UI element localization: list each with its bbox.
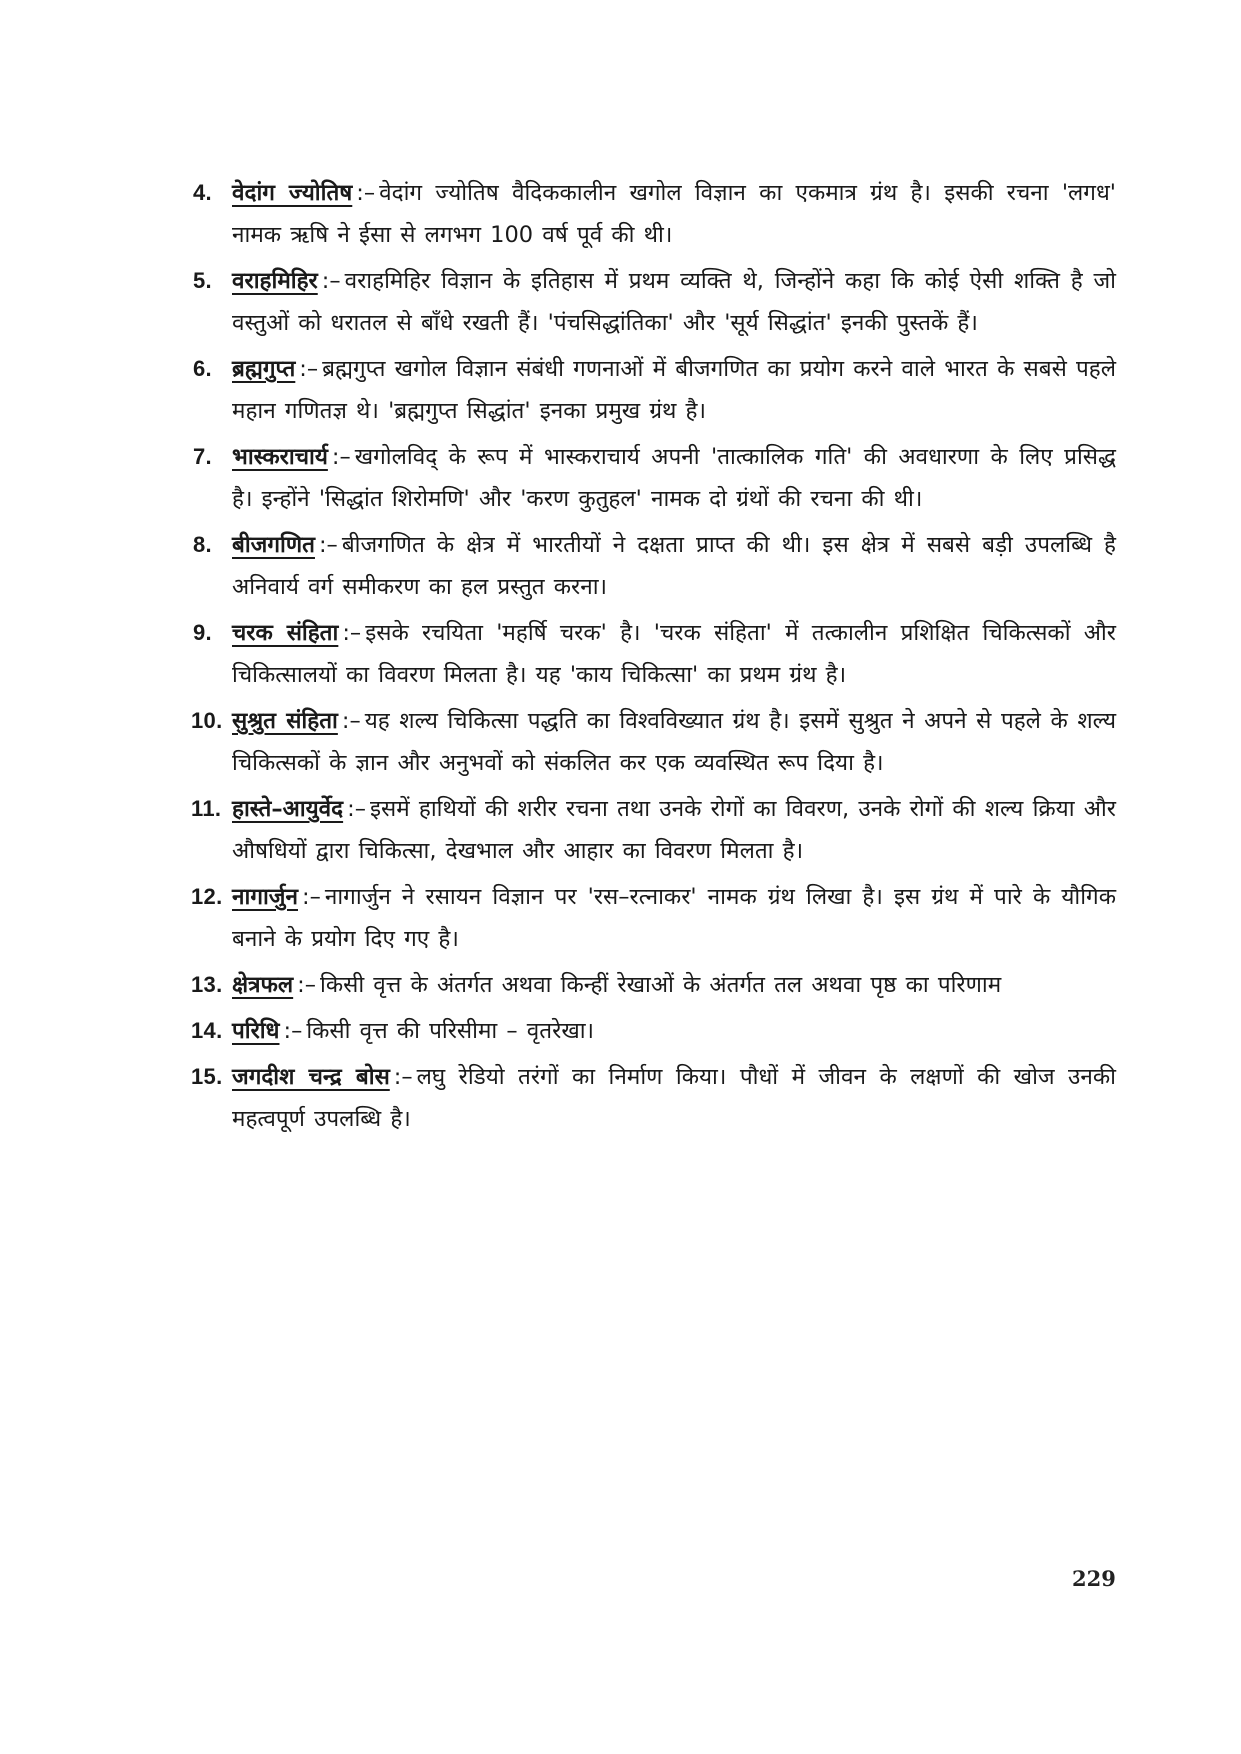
entry-description: किसी वृत्त के अंतर्गत अथवा किन्हीं रेखाओं के अंतर्गत तल अथवा पृष्ठ का परिणाम [320, 972, 1002, 998]
entry-term: वराहमिहिर [232, 268, 318, 294]
entry-term: जगदीश चन्द्र बोस [232, 1064, 390, 1090]
entry-text-block [232, 876, 1116, 960]
entry-description: नागार्जुन ने रसायन विज्ञान पर 'रस–रत्नाकर' नामक ग्रंथ लिखा है। इस ग्रंथ में पारे के यौगिक बनाने के प्रयोग दिए गए है। [232, 884, 1116, 952]
entry-separator: :– [321, 268, 341, 294]
entry-text-block [232, 612, 1116, 696]
glossary-entry-5 [193, 260, 1116, 344]
entry-number: 12. [191, 884, 223, 909]
entry-text-block [232, 700, 1116, 784]
entry-separator: :– [393, 1064, 413, 1090]
entry-term: सुश्रुत संहिता [232, 708, 338, 734]
glossary-entry-6 [193, 348, 1116, 432]
entry-description: यह शल्य चिकित्सा पद्धति का विश्वविख्यात ग्रंथ है। इसमें सुश्रुत ने अपने से पहले के शल्य चिकित्सकों के ज्ञान और अनुभवों को संकलित कर एक व्यवस्थित रूप दिया है। [232, 708, 1116, 776]
entry-number: 9. [193, 620, 212, 645]
glossary-entry-8 [193, 524, 1116, 608]
entry-text-block [232, 172, 1116, 256]
entry-description: लघु रेडियो तरंगों का निर्माण किया। पौधों में जीवन के लक्षणों की खोज उनकी महत्वपूर्ण उपलब्धि है। [232, 1064, 1116, 1132]
entry-number: 4. [193, 180, 212, 205]
entry-term: भास्कराचार्य [232, 444, 328, 470]
entry-description: वेदांग ज्योतिष वैदिककालीन खगोल विज्ञान का एकमात्र ग्रंथ है। इसकी रचना 'लगध' नामक ऋषि ने ईसा से लगभग 100 वर्ष पूर्व की थी। [232, 180, 1116, 248]
entry-text-block [232, 436, 1116, 520]
entry-description: बीजगणित के क्षेत्र में भारतीयों ने दक्षता प्राप्त की थी। इस क्षेत्र में सबसे बड़ी उपलब्धि है अनिवार्य वर्ग समीकरण का हल प्रस्तुत करना। [232, 532, 1116, 600]
entry-description: वराहमिहिर विज्ञान के इतिहास में प्रथम व्यक्ति थे, जिन्होंने कहा कि कोई ऐसी शक्ति है जो वस्तुओं को धरातल से बाँधे रखती हैं। 'पंचसिद्धांतिका' और 'सूर्य सिद्धांत' इनकी पुस्तकें हैं। [232, 268, 1116, 336]
entry-separator: :– [331, 444, 351, 470]
entry-description: किसी वृत्त की परिसीमा – वृतरेखा। [306, 1018, 595, 1044]
entry-separator: :– [347, 796, 366, 822]
entry-text-block [232, 260, 1116, 344]
entry-text-block [232, 1056, 1116, 1140]
entry-description: इसके रचयिता 'महर्षि चरक' है। 'चरक संहिता' में तत्कालीन प्रशिक्षित चिकित्सकों और चिकित्सालयों का विवरण मिलता है। यह 'काय चिकित्सा' का प्रथम ग्रंथ है। [232, 620, 1116, 688]
entry-description: खगोलविद् के रूप में भास्कराचार्य अपनी 'तात्कालिक गति' की अवधारणा के लिए प्रसिद्ध है। इन्होंने 'सिद्धांत शिरोमणि' और 'करण कुतुहल' नामक दो ग्रंथों की रचना की थी। [232, 444, 1116, 512]
glossary-entry-15 [193, 1056, 1116, 1140]
glossary-entry-12 [193, 876, 1116, 960]
entry-text-block [232, 964, 1116, 1006]
entry-separator: :– [356, 180, 376, 206]
entry-description: ब्रह्मगुप्त खगोल विज्ञान संबंधी गणनाओं में बीजगणित का प्रयोग करने वाले भारत के सबसे पहले महान गणितज्ञ थे। 'ब्रह्मगुप्त सिद्धांत' इनका प्रमुख ग्रंथ है। [232, 356, 1116, 424]
entry-text-block [232, 788, 1116, 872]
entry-separator: :– [283, 1018, 303, 1044]
entry-number: 14. [191, 1018, 223, 1043]
entry-term: बीजगणित [232, 532, 315, 558]
glossary-entry-10 [193, 700, 1116, 784]
entry-term: परिधि [232, 1018, 280, 1044]
entry-number: 5. [193, 268, 212, 293]
entry-term: क्षेत्रफल [232, 972, 294, 998]
glossary-entry-4 [193, 172, 1116, 256]
glossary-entry-14 [193, 1010, 1116, 1052]
entry-number: 11. [191, 796, 222, 821]
entry-number: 7. [193, 444, 212, 469]
glossary-entry-9 [193, 612, 1116, 696]
entry-number: 8. [193, 532, 212, 557]
entry-separator: :– [302, 884, 321, 910]
entry-term: वेदांग ज्योतिष [232, 180, 353, 206]
entry-number: 13. [191, 972, 223, 997]
entry-separator: :– [299, 356, 319, 382]
glossary-list [193, 172, 1116, 1144]
entry-number: 6. [193, 356, 212, 381]
entry-separator: :– [342, 620, 362, 646]
entry-number: 15. [191, 1064, 223, 1089]
glossary-entry-11 [193, 788, 1116, 872]
entry-separator: :– [297, 972, 316, 998]
entry-text-block [232, 524, 1116, 608]
entry-text-block [232, 348, 1116, 432]
page-number: 229 [1072, 1566, 1116, 1591]
entry-term: ब्रह्मगुप्त [232, 356, 296, 382]
entry-number: 10. [191, 708, 223, 733]
entry-separator: :– [341, 708, 361, 734]
entry-description: इसमें हाथियों की शरीर रचना तथा उनके रोगों का विवरण, उनके रोगों की शल्य क्रिया और औषधियों द्वारा चिकित्सा, देखभाल और आहार का विवरण मिलता है। [232, 796, 1116, 864]
entry-term: हास्ते–आयुर्वेद [232, 796, 344, 822]
entry-term: चरक संहिता [232, 620, 339, 646]
entry-text-block [232, 1010, 1116, 1052]
glossary-entry-13 [193, 964, 1116, 1006]
entry-separator: :– [318, 532, 338, 558]
entry-term: नागार्जुन [232, 884, 298, 910]
glossary-entry-7 [193, 436, 1116, 520]
